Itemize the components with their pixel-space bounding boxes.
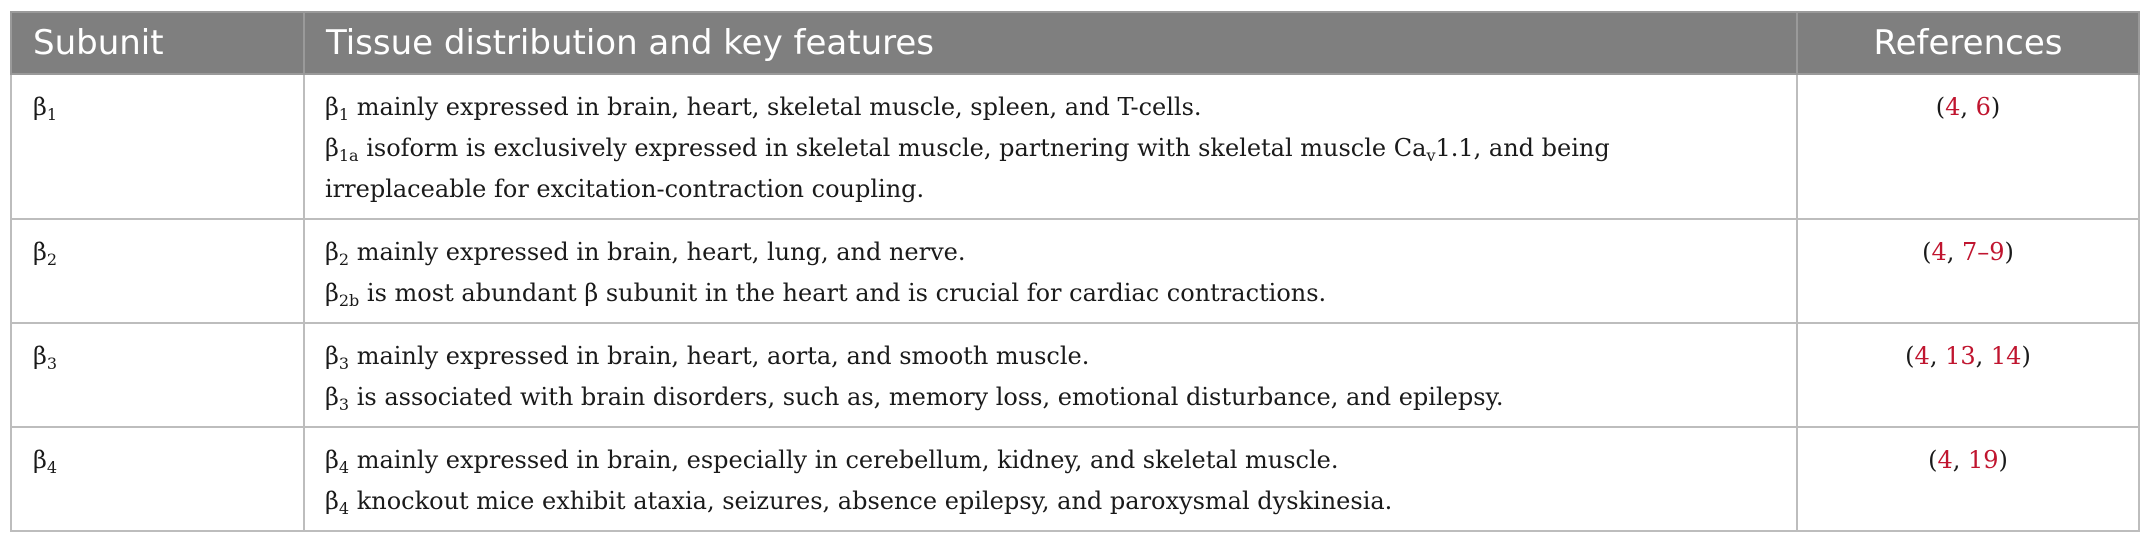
reference-link[interactable]: 19 (1968, 446, 1999, 474)
beta-subscript: 3 (338, 354, 350, 373)
header-subunit: Subunit (11, 12, 304, 74)
feature-line (325, 377, 1776, 418)
beta-symbol: β (325, 383, 339, 411)
ref-close-paren: ) (2021, 342, 2031, 370)
subunit-subscript: 1 (46, 105, 58, 124)
tissue-cell (304, 219, 1797, 323)
beta-subscript: 4 (338, 499, 350, 518)
reference-link[interactable]: 13 (1945, 342, 1976, 370)
tissue-cell (304, 323, 1797, 427)
feature-text: is most abundant β subunit in the heart and is crucial for cardiac contractions. (359, 279, 1327, 307)
ref-separator: , (1946, 238, 1962, 266)
subunit-base: β (33, 238, 47, 266)
feature-text: is associated with brain disorders, such as, memory loss, emotional disturbance, and epilepsy. (349, 383, 1504, 411)
feature-line (325, 336, 1776, 377)
reference-link[interactable]: 4 (1914, 342, 1930, 370)
ref-close-paren: ) (1990, 93, 2001, 121)
beta-symbol: β (325, 134, 339, 162)
beta-subscript: 3 (338, 395, 350, 414)
header-references: References (1797, 12, 2139, 74)
beta-symbol: β (325, 446, 339, 474)
subunit-cell (11, 427, 304, 531)
table-row (11, 74, 2139, 219)
references-cell (1797, 74, 2139, 219)
ref-separator: , (1952, 446, 1968, 474)
subunit-base: β (33, 342, 47, 370)
reference-link[interactable]: 7–9 (1962, 238, 2005, 266)
beta-subscript: 2b (338, 291, 360, 310)
header-row (11, 12, 2139, 74)
table-row (11, 427, 2139, 531)
subunit-subscript: 4 (46, 458, 58, 477)
tissue-cell (304, 74, 1797, 219)
references-cell (1797, 427, 2139, 531)
subunit-cell (11, 323, 304, 427)
ref-open-paren: ( (1905, 342, 1915, 370)
feature-line (325, 232, 1776, 273)
ref-separator: , (1975, 342, 1991, 370)
feature-text: mainly expressed in brain, heart, skeletal muscle, spleen, and T-cells. (349, 93, 1202, 121)
beta-symbol: β (325, 238, 339, 266)
feature-line (325, 440, 1776, 481)
references-cell (1797, 219, 2139, 323)
beta-symbol: β (325, 93, 339, 121)
reference-link[interactable]: 14 (1990, 342, 2022, 370)
references-cell (1797, 323, 2139, 427)
subunit-cell (11, 219, 304, 323)
tissue-cell (304, 427, 1797, 531)
reference-link[interactable]: 4 (1931, 238, 1947, 266)
ref-open-paren: ( (1928, 446, 1938, 474)
header-tissue: Tissue distribution and key features (304, 12, 1797, 74)
beta-subscript: 2 (338, 250, 350, 269)
feature-text: knockout mice exhibit ataxia, seizures, absence epilepsy, and paroxysmal dyskinesia. (349, 487, 1393, 515)
ref-close-paren: ) (1998, 446, 2008, 474)
reference-link[interactable]: 4 (1945, 93, 1961, 121)
beta-symbol: β (325, 342, 339, 370)
subunit-base: β (33, 93, 47, 121)
beta-subscript: 1 (338, 105, 350, 124)
ref-close-paren: ) (2004, 238, 2014, 266)
beta-subscript: 1a (338, 146, 359, 165)
table-header (11, 12, 2139, 74)
ref-separator: , (1960, 93, 1976, 121)
ref-open-paren: ( (1922, 238, 1932, 266)
feature-line (325, 128, 1776, 210)
feature-text: mainly expressed in brain, heart, lung, and nerve. (349, 238, 966, 266)
feature-text: isoform is exclusively expressed in skeletal muscle, partnering with skeletal muscle Ca (358, 134, 1427, 162)
beta-symbol: β (325, 487, 339, 515)
table-row (11, 219, 2139, 323)
beta-subscript: 4 (338, 458, 350, 477)
feature-line (325, 273, 1776, 314)
beta-symbol: β (325, 279, 339, 307)
ref-separator: , (1929, 342, 1946, 370)
feature-line (325, 87, 1776, 128)
table-row (11, 323, 2139, 427)
feature-text: mainly expressed in brain, heart, aorta, and smooth muscle. (349, 342, 1090, 370)
reference-link[interactable]: 4 (1937, 446, 1953, 474)
ref-open-paren: ( (1935, 93, 1946, 121)
feature-text: mainly expressed in brain, especially in cerebellum, kidney, and skeletal muscle. (349, 446, 1339, 474)
feature-line (325, 481, 1776, 522)
subunit-subscript: 3 (46, 354, 58, 373)
subunit-subscript: 2 (46, 250, 58, 269)
subunit-cell (11, 74, 304, 219)
reference-link[interactable]: 6 (1975, 93, 1991, 121)
feature-text-continued: 1.1, and being irreplaceable for excitation-contraction coupling. (325, 134, 1610, 203)
subunit-base: β (33, 446, 47, 474)
channel-subscript: v (1426, 146, 1436, 165)
subunit-table (10, 11, 2140, 532)
